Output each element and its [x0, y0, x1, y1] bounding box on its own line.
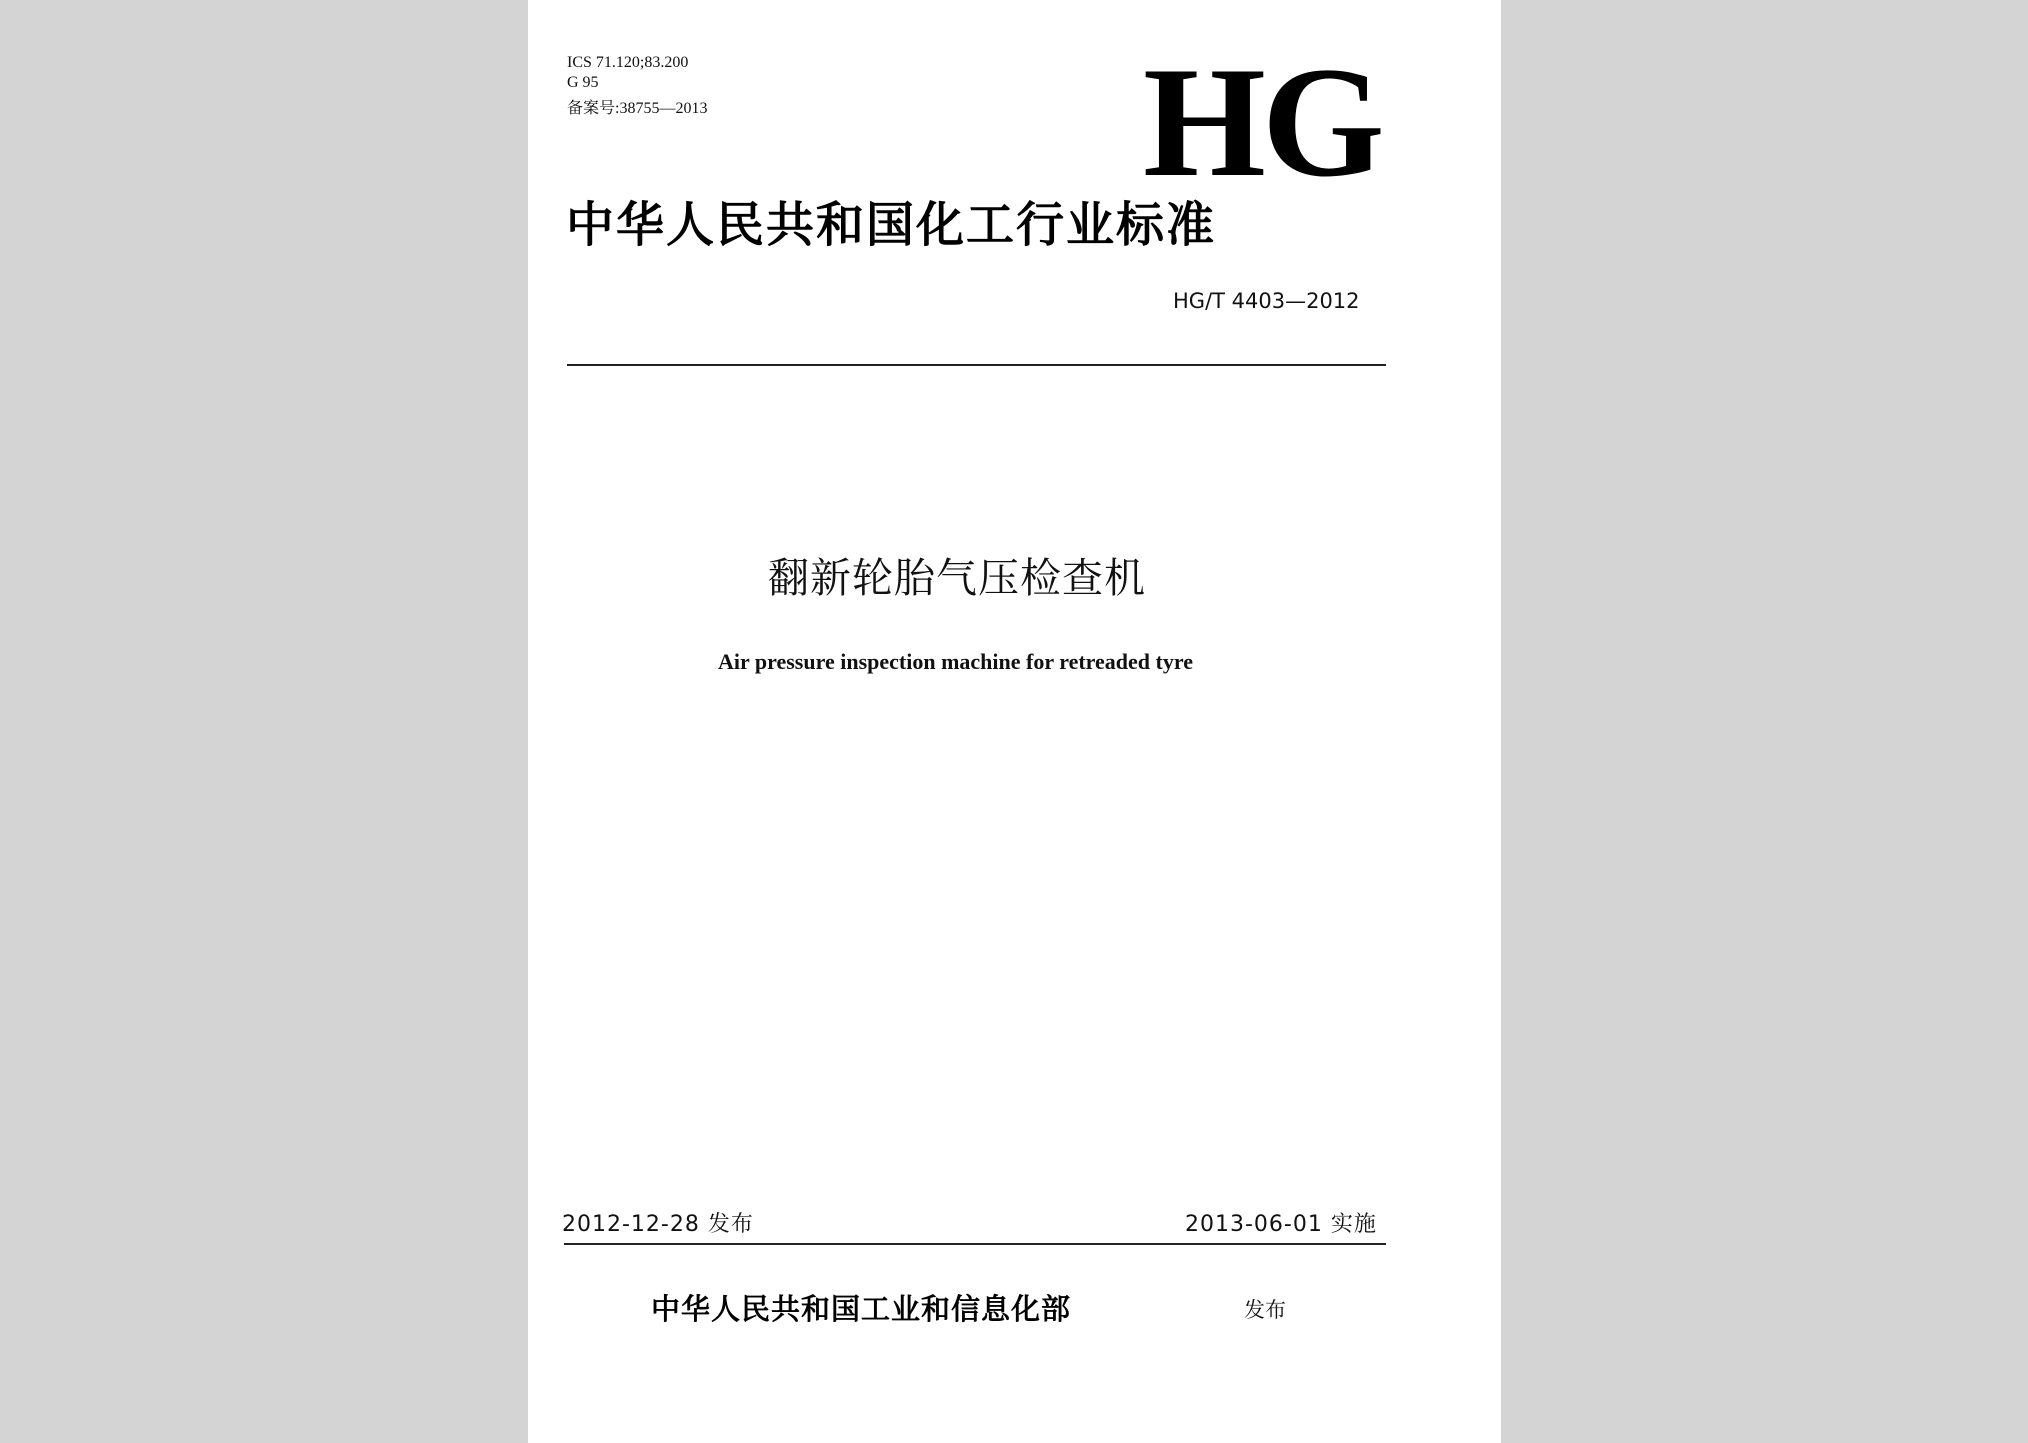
- publisher-suffix: 发布: [1244, 1298, 1286, 1322]
- document-title-cn: 翻新轮胎气压检查机: [768, 554, 1146, 602]
- issue-date: 2012-12-28 发布: [562, 1212, 754, 1237]
- ccs-code: G 95: [567, 74, 599, 91]
- standard-type-heading: 中华人民共和国化工行业标准: [566, 197, 1217, 253]
- ics-code: ICS 71.120;83.200: [567, 54, 689, 71]
- filing-number: 备案号:38755—2013: [567, 100, 708, 117]
- document-title-en: Air pressure inspection machine for retreaded tyre: [718, 649, 1193, 674]
- footer-divider: [564, 1243, 1386, 1245]
- document-page: [528, 0, 1501, 1443]
- implementation-date: 2013-06-01 实施: [1185, 1212, 1377, 1237]
- header-divider: [567, 364, 1386, 366]
- publisher-name: 中华人民共和国工业和信息化部: [651, 1292, 1072, 1326]
- hg-logo: HG: [1143, 35, 1381, 210]
- standard-number: HG/T 4403—2012: [1173, 289, 1360, 313]
